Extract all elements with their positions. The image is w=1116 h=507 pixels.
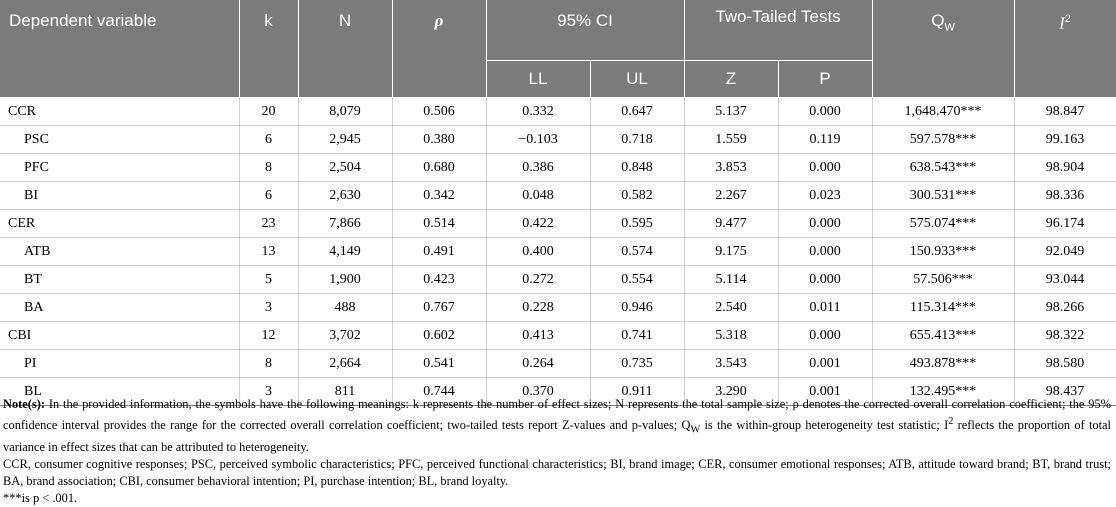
cell-variable: BA: [0, 294, 239, 322]
cell-k: 23: [239, 210, 298, 238]
cell-n: 1,900: [298, 266, 392, 294]
table-row: [0, 210, 1116, 238]
header-i2: $I^2$: [1014, 0, 1116, 98]
cell-p: 0.000: [778, 210, 872, 238]
cell-qw: 132.495***: [872, 378, 1014, 406]
cell-i2: 93.044: [1014, 266, 1116, 294]
cell-k: 3: [239, 294, 298, 322]
header-p: P: [778, 61, 872, 98]
header-k: k: [239, 0, 298, 98]
cell-p: 0.119: [778, 126, 872, 154]
cell-qw: 638.543***: [872, 154, 1014, 182]
cell-i2: 98.336: [1014, 182, 1116, 210]
cell-n: 2,504: [298, 154, 392, 182]
cell-k: 20: [239, 98, 298, 126]
cell-p: 0.000: [778, 266, 872, 294]
cell-i2: 98.266: [1014, 294, 1116, 322]
cell-rho: 0.491: [392, 238, 486, 266]
cell-p: 0.011: [778, 294, 872, 322]
table-body: [0, 98, 1116, 406]
header-rho: ρ: [392, 0, 486, 98]
cell-qw: 300.531***: [872, 182, 1014, 210]
cell-variable: BI: [0, 182, 239, 210]
header-ul: UL: [590, 61, 684, 98]
cell-k: 13: [239, 238, 298, 266]
cell-n: 811: [298, 378, 392, 406]
cell-variable: PI: [0, 350, 239, 378]
cell-ul: 0.741: [590, 322, 684, 350]
cell-ul: 0.735: [590, 350, 684, 378]
table-row: [0, 294, 1116, 322]
cell-ul: 0.574: [590, 238, 684, 266]
table-row: [0, 126, 1116, 154]
table-row: [0, 182, 1116, 210]
cell-p: 0.000: [778, 154, 872, 182]
cell-rho: 0.680: [392, 154, 486, 182]
cell-k: 12: [239, 322, 298, 350]
cell-ll: 0.422: [486, 210, 590, 238]
cell-z: 5.137: [684, 98, 778, 126]
cell-i2: 99.163: [1014, 126, 1116, 154]
table-row: [0, 98, 1116, 126]
header-95-ci: 95% CI: [486, 0, 684, 61]
cell-z: 1.559: [684, 126, 778, 154]
header-z: Z: [684, 61, 778, 98]
cell-z: 9.175: [684, 238, 778, 266]
cell-k: 8: [239, 350, 298, 378]
cell-n: 488: [298, 294, 392, 322]
cell-ll: 0.048: [486, 182, 590, 210]
cell-ll: 0.228: [486, 294, 590, 322]
cell-z: 9.477: [684, 210, 778, 238]
cell-z: 5.318: [684, 322, 778, 350]
cell-i2: 98.847: [1014, 98, 1116, 126]
cell-ul: 0.946: [590, 294, 684, 322]
cell-n: 2,630: [298, 182, 392, 210]
cell-n: 8,079: [298, 98, 392, 126]
cell-ll: 0.332: [486, 98, 590, 126]
cell-rho: 0.541: [392, 350, 486, 378]
table-row: [0, 322, 1116, 350]
cell-ul: 0.582: [590, 182, 684, 210]
cell-p: 0.000: [778, 238, 872, 266]
cell-n: 7,866: [298, 210, 392, 238]
table-header: [0, 0, 1116, 98]
cell-p: 0.001: [778, 378, 872, 406]
cell-p: 0.000: [778, 98, 872, 126]
cell-k: 5: [239, 266, 298, 294]
cell-ul: 0.595: [590, 210, 684, 238]
cell-rho: 0.380: [392, 126, 486, 154]
cell-n: 2,945: [298, 126, 392, 154]
cell-k: 6: [239, 182, 298, 210]
cell-z: 2.540: [684, 294, 778, 322]
cell-k: 6: [239, 126, 298, 154]
cell-p: 0.000: [778, 322, 872, 350]
cell-i2: 96.174: [1014, 210, 1116, 238]
header-n: N: [298, 0, 392, 98]
table-row: [0, 238, 1116, 266]
cell-ul: 0.848: [590, 154, 684, 182]
cell-ll: 0.413: [486, 322, 590, 350]
cell-qw: 575.074***: [872, 210, 1014, 238]
cell-variable: CBI: [0, 322, 239, 350]
cell-variable: ATB: [0, 238, 239, 266]
cell-k: 8: [239, 154, 298, 182]
cell-p: 0.023: [778, 182, 872, 210]
cell-z: 3.543: [684, 350, 778, 378]
cell-ul: 0.647: [590, 98, 684, 126]
cell-ul: 0.911: [590, 378, 684, 406]
cell-ll: −0.103: [486, 126, 590, 154]
cell-variable: PSC: [0, 126, 239, 154]
header-ll: LL: [486, 61, 590, 98]
cell-variable: PFC: [0, 154, 239, 182]
cell-ll: 0.264: [486, 350, 590, 378]
cell-z: 5.114: [684, 266, 778, 294]
cell-qw: 655.413***: [872, 322, 1014, 350]
cell-i2: 98.580: [1014, 350, 1116, 378]
cell-qw: 115.314***: [872, 294, 1014, 322]
cell-ll: 0.386: [486, 154, 590, 182]
cell-qw: 150.933***: [872, 238, 1014, 266]
cell-k: 3: [239, 378, 298, 406]
cell-qw: 1,648.470***: [872, 98, 1014, 126]
cell-rho: 0.342: [392, 182, 486, 210]
note-significance: ***is p < .001.: [3, 490, 78, 505]
cell-qw: 597.578***: [872, 126, 1014, 154]
header-dependent-variable: Dependent variable: [0, 0, 239, 98]
cell-z: 3.290: [684, 378, 778, 406]
table-row: [0, 154, 1116, 182]
cell-ll: 0.370: [486, 378, 590, 406]
note-definitions: Note(s): In the provided information, the symbols have the following meanings: k represents the number of effect sizes; N represents the total sample size; ρ denotes the corrected overall correlation coefficient; the 95% confidence interval provides the range for the corrected overall correlation coefficient; two-tailed tests report Z-values and p-values; $Q_W$ is the within-group heterogeneity test statistic; $I^2$ reflects the proportion of total variance in effect sizes that can be attributed to heterogeneity.: [3, 397, 1111, 454]
cell-ll: 0.272: [486, 266, 590, 294]
table-row: [0, 350, 1116, 378]
cell-ll: 0.400: [486, 238, 590, 266]
table-notes: [3, 396, 1111, 507]
cell-z: 2.267: [684, 182, 778, 210]
cell-rho: 0.602: [392, 322, 486, 350]
table-row: [0, 266, 1116, 294]
cell-i2: 98.437: [1014, 378, 1116, 406]
note-abbreviations: CCR, consumer cognitive responses; PSC, perceived symbolic characteristics; PFC, perceived functional characteristics; BI, brand image; CER, consumer emotional responses; ATB, attitude toward brand; BT, brand trust; BA, brand association; CBI, consumer behavioral intention; PI, purchase intention; BL, brand loyalty.: [3, 456, 1111, 488]
cell-n: 3,702: [298, 322, 392, 350]
cell-ul: 0.718: [590, 126, 684, 154]
cell-variable: CER: [0, 210, 239, 238]
header-two-tailed-tests: Two-Tailed Tests: [684, 0, 872, 61]
cell-qw: 57.506***: [872, 266, 1014, 294]
cell-variable: BT: [0, 266, 239, 294]
cell-i2: 92.049: [1014, 238, 1116, 266]
cell-rho: 0.744: [392, 378, 486, 406]
cell-ul: 0.554: [590, 266, 684, 294]
cell-i2: 98.904: [1014, 154, 1116, 182]
cell-rho: 0.506: [392, 98, 486, 126]
cell-rho: 0.767: [392, 294, 486, 322]
cell-variable: BL: [0, 378, 239, 406]
cell-p: 0.001: [778, 350, 872, 378]
cell-z: 3.853: [684, 154, 778, 182]
cell-qw: 493.878***: [872, 350, 1014, 378]
cell-i2: 98.322: [1014, 322, 1116, 350]
cell-rho: 0.514: [392, 210, 486, 238]
cell-rho: 0.423: [392, 266, 486, 294]
cell-n: 2,664: [298, 350, 392, 378]
header-qw: $Q_W$: [872, 0, 1014, 98]
cell-variable: CCR: [0, 98, 239, 126]
cell-n: 4,149: [298, 238, 392, 266]
